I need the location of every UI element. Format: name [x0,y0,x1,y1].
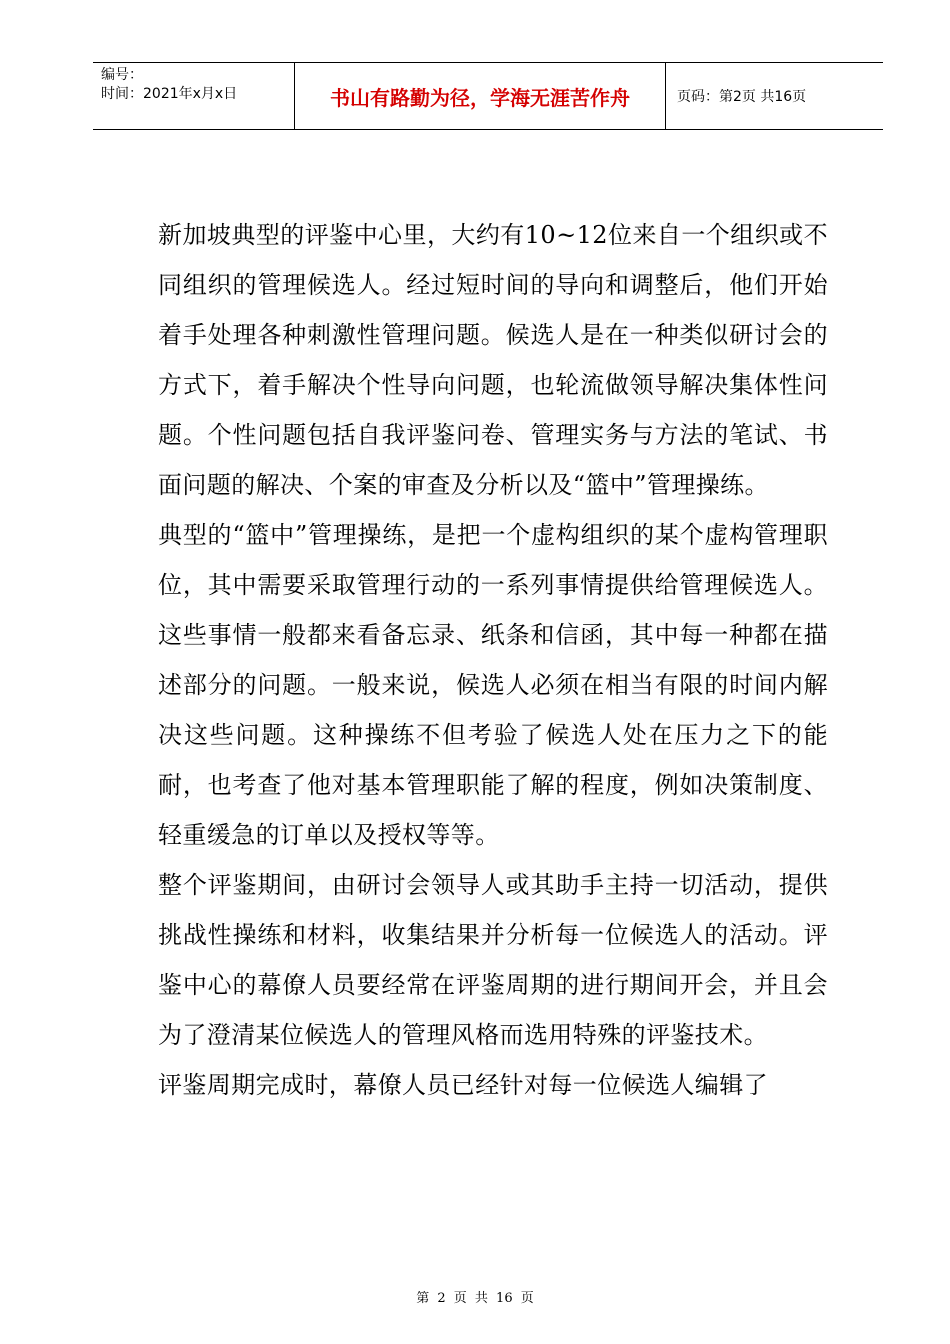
paragraph-2: 典型的“篮中”管理操练，是把一个虚构组织的某个虚构管理职位，其中需要采取管理行动的一系列事情提供给管理候选人。这些事情一般都来看备忘录、纸条和信函，其中每一种都在描述部分的问题。一般来说，候选人必须在相当有限的时间内解决这些问题。这种操练不但考验了候选人处在压力之下的能耐，也考查了他对基本管理职能了解的程度，例如决策制度、轻重缓急的订单以及授权等等。 [158,521,828,849]
header-meta [101,66,237,104]
document-body [158,210,828,1110]
paragraph-1: 新加坡典型的评鉴中心里，大约有10~12位来自一个组织或不同组织的管理候选人。经过短时间的导向和调整后，他们开始着手处理各种刺激性管理问题。候选人是在一种类似研讨会的方式下，着手解决个性导向问题，也轮流做领导解决集体性问题。个性问题包括自我评鉴问卷、管理实务与方法的笔试、书面问题的解决、个案的审查及分析以及“篮中”管理操练。 [158,221,828,499]
page-footer: 第 2 页 共 16 页 [416,1291,534,1306]
header-divider-right [665,63,666,129]
header-motto: 书山有路勤为径，学海无涯苦作舟 [330,85,630,110]
paragraph-3: 整个评鉴期间，由研讨会领导人或其助手主持一切活动，提供挑战性操练和材料，收集结果并分析每一位候选人的活动。评鉴中心的幕僚人员要经常在评鉴周期的进行期间开会，并且会为了澄清某位候选人的管理风格而选用特殊的评鉴技术。 [158,871,828,1049]
page-header [93,62,883,130]
paragraph-4: 评鉴周期完成时，幕僚人员已经针对每一位候选人编辑了 [158,1071,768,1099]
time-label: 时间：2021年x月x日 [101,86,238,102]
header-page-info: 页码：第2页 共16页 [677,89,807,105]
serial-label: 编号： [101,67,143,83]
